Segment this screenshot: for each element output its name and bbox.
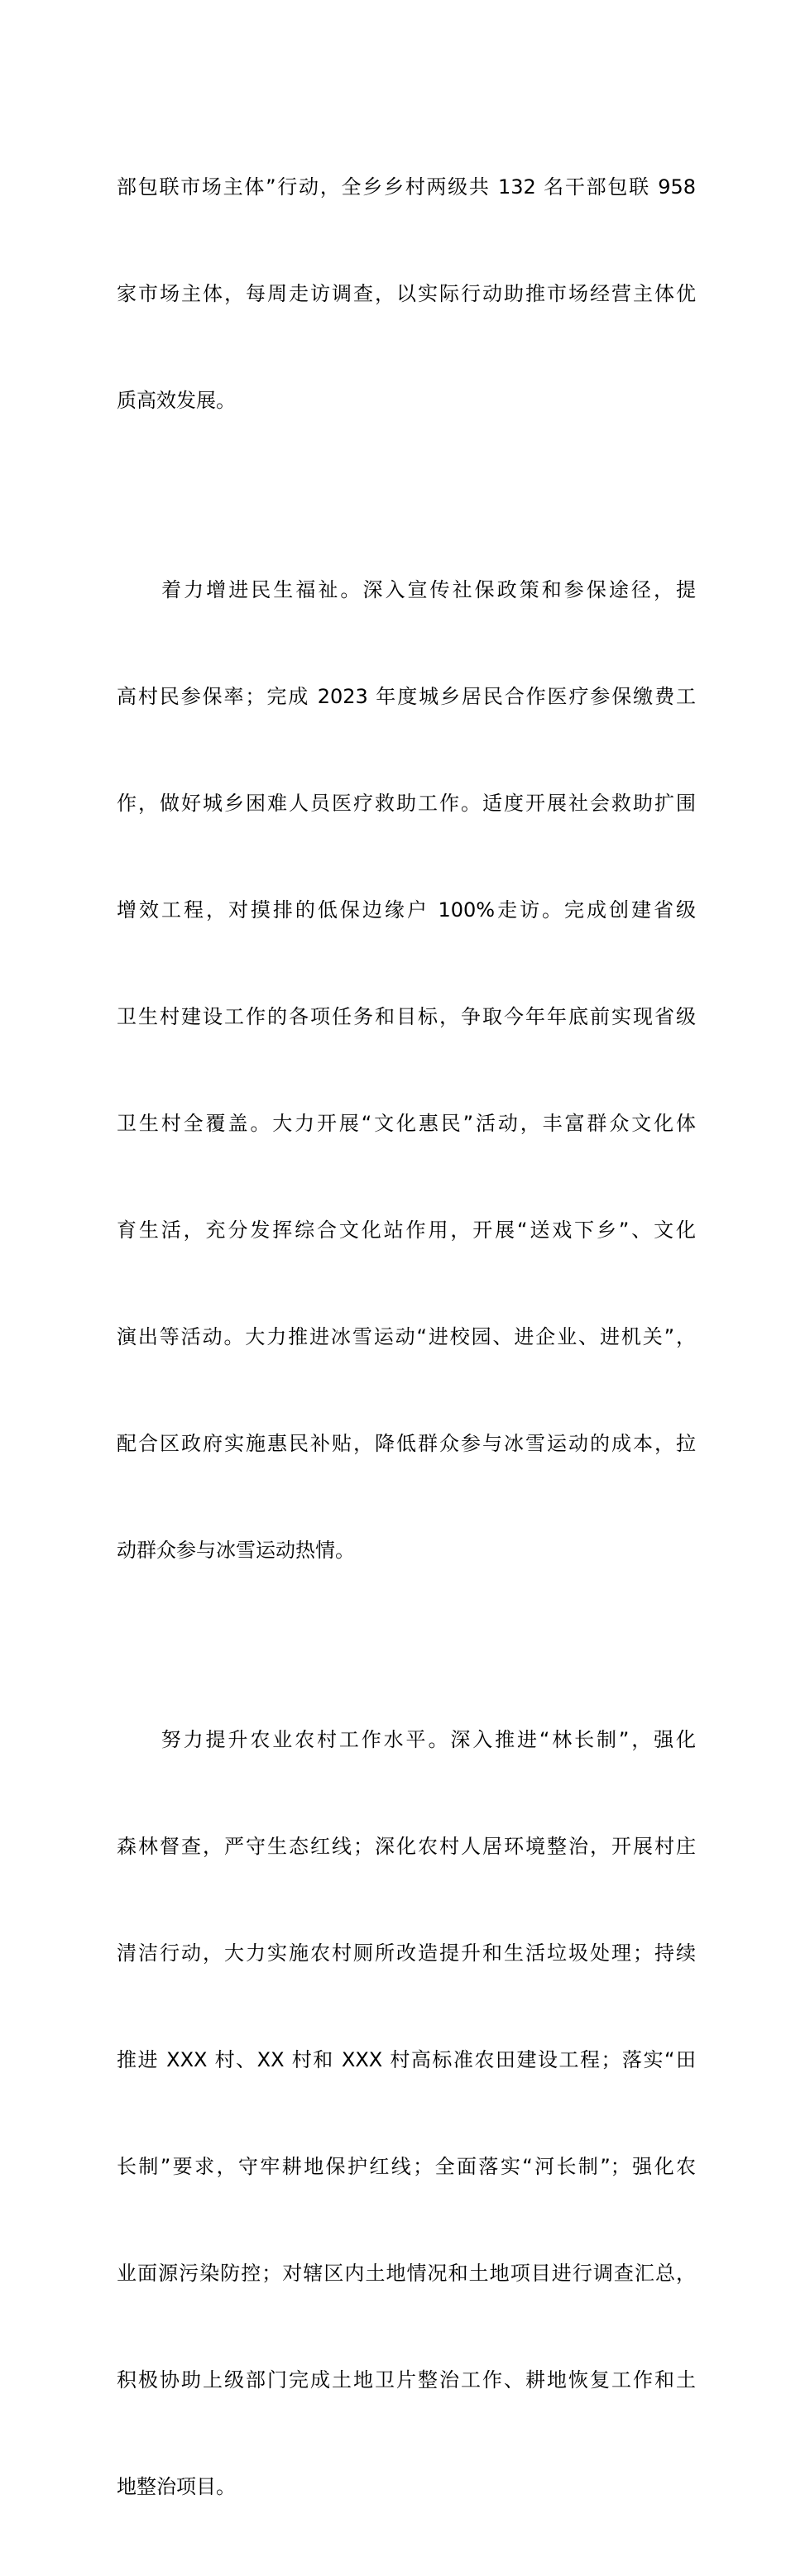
text-line: 清洁行动，大力实施农村厕所改造提升和生活垃圾处理；持续 xyxy=(117,1942,696,1965)
text-line: 家市场主体，每周走访调查，以实际行动助推市场经营主体优 xyxy=(117,282,696,305)
text-line: 卫生村全覆盖。大力开展“文化惠民”活动，丰富群众文化体 xyxy=(117,1112,696,1135)
text-line: 地整治项目。 xyxy=(117,2475,236,2498)
document-body xyxy=(117,98,696,2576)
text-line: 卫生村建设工作的各项任务和目标，争取今年年底前实现省级 xyxy=(117,1005,696,1028)
paragraph-3 xyxy=(117,1651,696,2576)
text-line: 配合区政府实施惠民补贴，降低群众参与冰雪运动的成本，拉 xyxy=(117,1432,696,1455)
text-line: 高村民参保率；完成 2023 年度城乡居民合作医疗参保缴费工 xyxy=(117,685,696,708)
text-line: 质高效发展。 xyxy=(117,389,236,412)
paragraph-1 xyxy=(117,98,696,490)
text-line: 着力增进民生福祉。深入宣传社保政策和参保途径，提 xyxy=(117,578,696,601)
text-line: 增效工程，对摸排的低保边缘户 100%走访。完成创建省级 xyxy=(117,898,696,922)
text-line: 演出等活动。大力推进冰雪运动“进校园、进企业、进机关”， xyxy=(117,1325,696,1348)
text-line: 积极协助上级部门完成土地卫片整治工作、耕地恢复工作和土 xyxy=(117,2368,696,2392)
text-line: 育生活，充分发挥综合文化站作用，开展“送戏下乡”、文化 xyxy=(117,1219,696,1242)
text-line: 长制”要求，守牢耕地保护红线；全面落实“河长制”；强化农 xyxy=(117,2155,696,2178)
text-line: 作，做好城乡困难人员医疗救助工作。适度开展社会救助扩围 xyxy=(117,792,696,815)
text-line: 推进 XXX 村、XX 村和 XXX 村高标准农田建设工程；落实“田 xyxy=(117,2048,696,2071)
text-line: 业面源污染防控；对辖区内土地情况和土地项目进行调查汇总， xyxy=(117,2262,696,2285)
text-line: 动群众参与冰雪运动热情。 xyxy=(117,1539,355,1562)
text-line: 森林督查，严守生态红线；深化农村人居环境整治，开展村庄 xyxy=(117,1835,696,1858)
paragraph-2 xyxy=(117,501,696,1640)
text-line: 努力提升农业农村工作水平。深入推进“林长制”，强化 xyxy=(117,1728,696,1751)
text-line: 部包联市场主体”行动，全乡乡村两级共 132 名干部包联 958 xyxy=(117,175,696,199)
